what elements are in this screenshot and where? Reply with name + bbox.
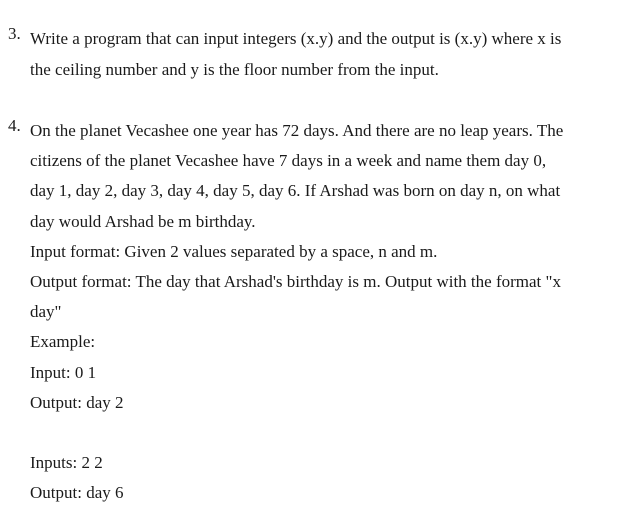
problem-3-number: 3. [8,24,21,43]
problem-3-line-1: Write a program that can input integers (x.y) and the output is (x.y) where x is [30,29,562,48]
problem-4-desc-line-1: On the planet Vecashee one year has 72 days. And there are no leap years. The [30,121,564,140]
example-spacer [30,418,605,448]
example-1-output: Output: day 2 [30,392,124,412]
problem-4-desc-line-3: day 1, day 2, day 3, day 4, day 5, day 6. If Arshad was born on day n, on what [30,181,561,201]
output-format-line-1: Output format: The day that Arshad's birthday is m. Output with the format "x [30,272,561,292]
problem-4 [8,116,605,508]
example-1-input: Input: 0 1 [30,362,97,382]
problem-4-text [30,116,605,508]
problem-3-text [30,24,605,85]
problem-4-desc-line-4: day would Arshad be m birthday. [30,211,256,231]
example-label: Example: [30,332,96,352]
problem-4-desc-line-2: citizens of the planet Vecashee have 7 days in a week and name them day 0, [30,151,547,171]
output-format-line-2: day" [30,302,62,322]
problem-3-line-2: the ceiling number and y is the floor number from the input. [30,59,439,79]
example-2-input: Inputs: 2 2 [30,453,103,473]
example-2-output: Output: day 6 [30,483,124,503]
input-format: Input format: Given 2 values separated by a space, n and m. [30,241,438,261]
problem-4-number: 4. [8,116,21,135]
problem-3 [8,24,605,85]
